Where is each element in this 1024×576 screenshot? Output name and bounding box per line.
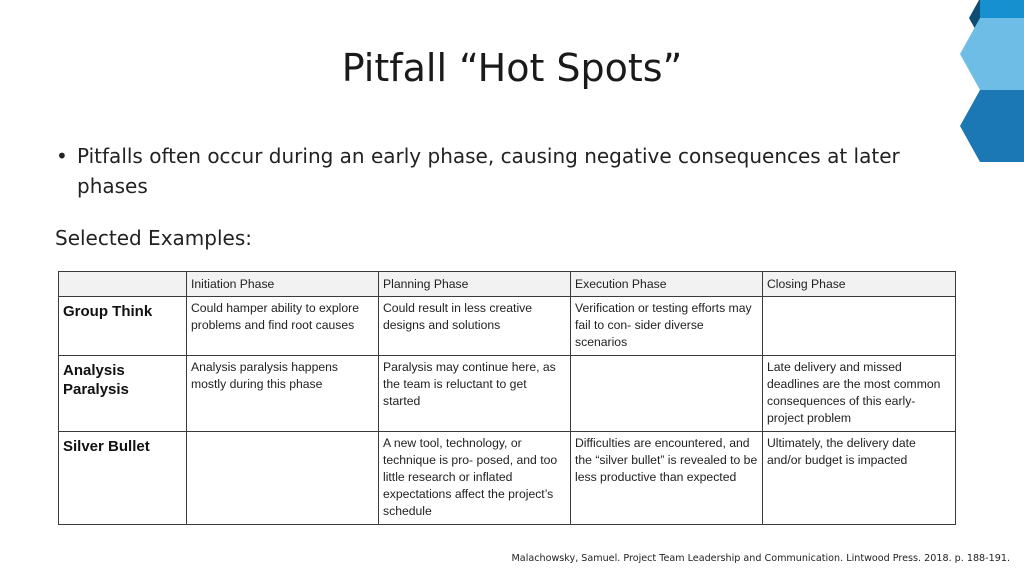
- table-corner-cell: [59, 272, 187, 297]
- pitfalls-table: [58, 271, 956, 525]
- table-row-analysis-paralysis: [59, 356, 956, 432]
- table-cell: Paralysis may continue here, as the team is reluctant to get started: [379, 356, 571, 432]
- hexagon-mid: [960, 90, 1024, 162]
- citation: Malachowsky, Samuel. Project Team Leadership and Communication. Lintwood Press. 2018. p. 188-191.: [511, 553, 1010, 564]
- table-header-row: [59, 272, 956, 297]
- table-cell: [571, 356, 763, 432]
- table-cell: Ultimately, the delivery date and/or budget is impacted: [763, 432, 956, 525]
- row-label: Group Think: [59, 297, 187, 356]
- column-header-closing: Closing Phase: [763, 272, 956, 297]
- table-cell: Difficulties are encountered, and the “silver bullet” is revealed to be less productive than expected: [571, 432, 763, 525]
- table-cell: [187, 432, 379, 525]
- bullet-marker: •: [56, 144, 68, 168]
- selected-examples-heading: Selected Examples:: [55, 226, 252, 250]
- column-header-initiation: Initiation Phase: [187, 272, 379, 297]
- table-row-silver-bullet: [59, 432, 956, 525]
- table-cell: Late delivery and missed deadlines are the most common consequences of this early-project problem: [763, 356, 956, 432]
- table-cell: Verification or testing efforts may fail to con- sider diverse scenarios: [571, 297, 763, 356]
- table-cell: Analysis paralysis happens mostly during this phase: [187, 356, 379, 432]
- table-cell: Could result in less creative designs and solutions: [379, 297, 571, 356]
- column-header-execution: Execution Phase: [571, 272, 763, 297]
- row-label: Silver Bullet: [59, 432, 187, 525]
- hexagon-top-blue: [980, 0, 1024, 18]
- table-cell: [763, 297, 956, 356]
- row-label: Analysis Paralysis: [59, 356, 187, 432]
- bullet-text: Pitfalls often occur during an early phase, causing negative consequences at later phases: [77, 144, 900, 198]
- table-row-group-think: [59, 297, 956, 356]
- table-cell: A new tool, technology, or technique is pro- posed, and too little research or inflated expectations affect the project’s schedule: [379, 432, 571, 525]
- column-header-planning: Planning Phase: [379, 272, 571, 297]
- bullet-point: [56, 141, 936, 201]
- table-cell: Could hamper ability to explore problems and find root causes: [187, 297, 379, 356]
- slide-title: Pitfall “Hot Spots”: [341, 46, 683, 90]
